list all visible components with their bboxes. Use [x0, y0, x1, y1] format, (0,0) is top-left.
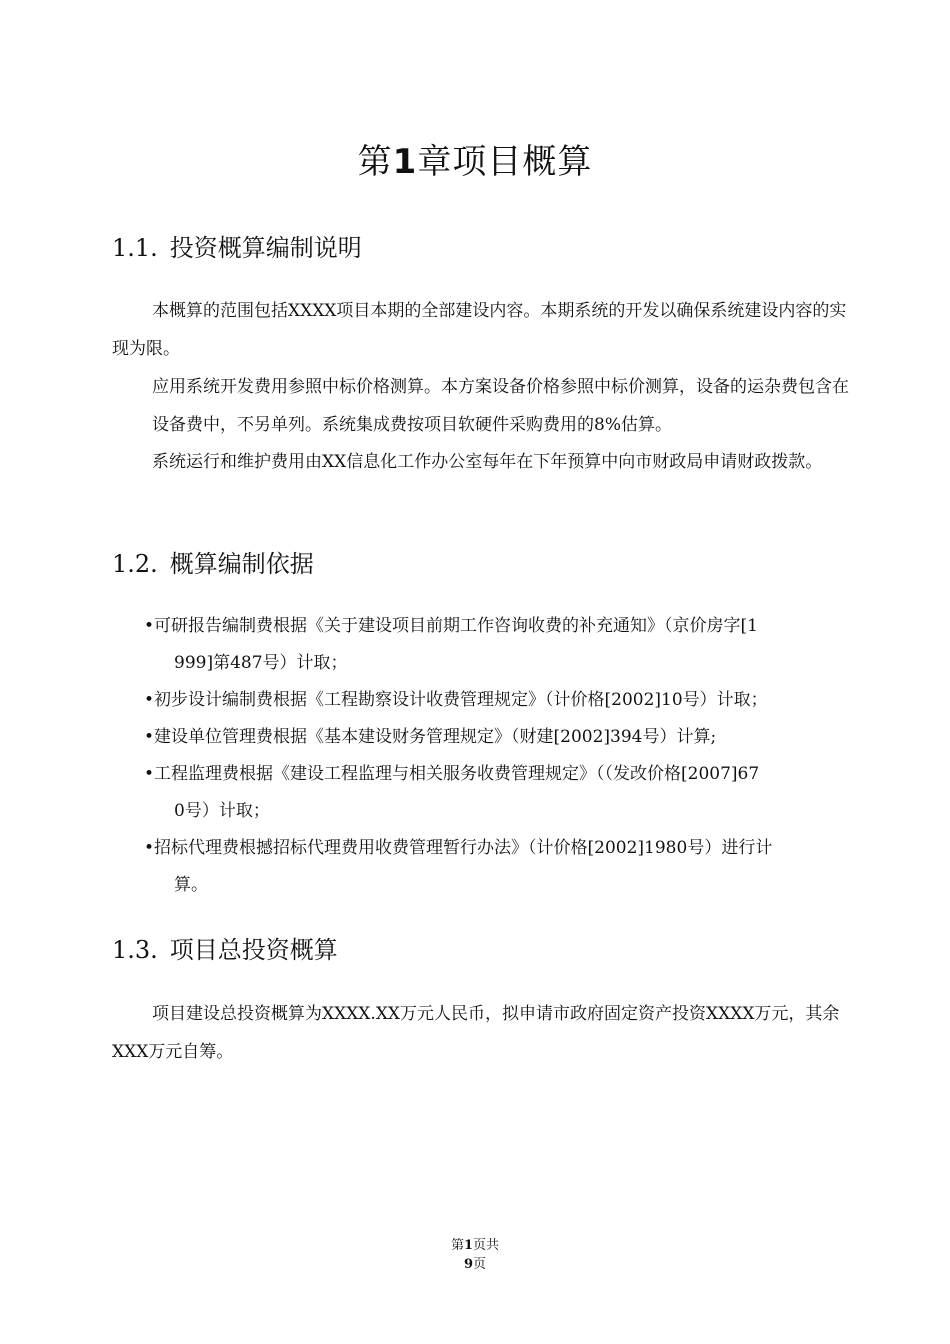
section-heading-1-2	[112, 544, 314, 579]
section-heading-1-1	[112, 228, 362, 263]
footer-line-1: 第1页共	[450, 1238, 500, 1253]
page-footer	[0, 1236, 950, 1274]
section-number: 1.3.	[112, 936, 158, 964]
section-title: 概算编制依据	[169, 550, 314, 578]
chapter-number: 1	[392, 142, 418, 182]
section-number: 1.2.	[112, 550, 158, 578]
paragraph-maintenance: 系统运行和维护费用由XX信息化工作办公室每年在下年预算中向市财政局申请财政拨款。	[152, 452, 823, 472]
list-item: •招标代理费根撼招标代理费用收费管理暂行办法》（计价格[2002]1980号）进行计 算。	[144, 838, 773, 895]
list-item: •初步设计编制费根据《工程勘察设计收费管理规定》（计价格[2002]10号）计取；	[144, 690, 768, 710]
footer-line-2: 9页	[463, 1257, 487, 1272]
section-title: 项目总投资概算	[169, 936, 338, 964]
list-item: •工程监理费根据《建设工程监理与相关服务收费管理规定》（（发改价格[2007]67 0号）计取；	[144, 764, 760, 821]
section-number: 1.1.	[112, 234, 158, 262]
section-heading-1-3	[112, 930, 338, 965]
list-item: •建设单位管理费根据《基本建设财务管理规定》（财建[2002]394号）计算;	[144, 727, 717, 747]
chapter-title	[0, 134, 950, 183]
paragraph-total-investment: 项目建设总投资概算为XXXX.XX万元人民币，拟申请市政府固定资产投资XXXX万元，其余XXX万元自筹。	[112, 1004, 840, 1062]
chapter-prefix: 第	[357, 142, 393, 182]
section-title: 投资概算编制说明	[169, 234, 362, 262]
basis-list	[144, 608, 850, 904]
chapter-suffix: 章项目概算	[417, 142, 593, 182]
paragraph-dev-cost: 应用系统开发费用参照中标价格测算。本方案设备价格参照中标价测算，设备的运杂费包含在设备费中，不另单列。系统集成费按项目软硬件采购费用的8%估算。	[152, 377, 849, 435]
paragraph-scope: 本概算的范围包括XXXX项目本期的全部建设内容。本期系统的开发以确保系统建设内容的实现为限。	[112, 301, 847, 359]
list-item: •可研报告编制费根据《关于建设项目前期工作咨询收费的补充通知》（京价房字[1 999]第487号）计取；	[144, 616, 758, 673]
